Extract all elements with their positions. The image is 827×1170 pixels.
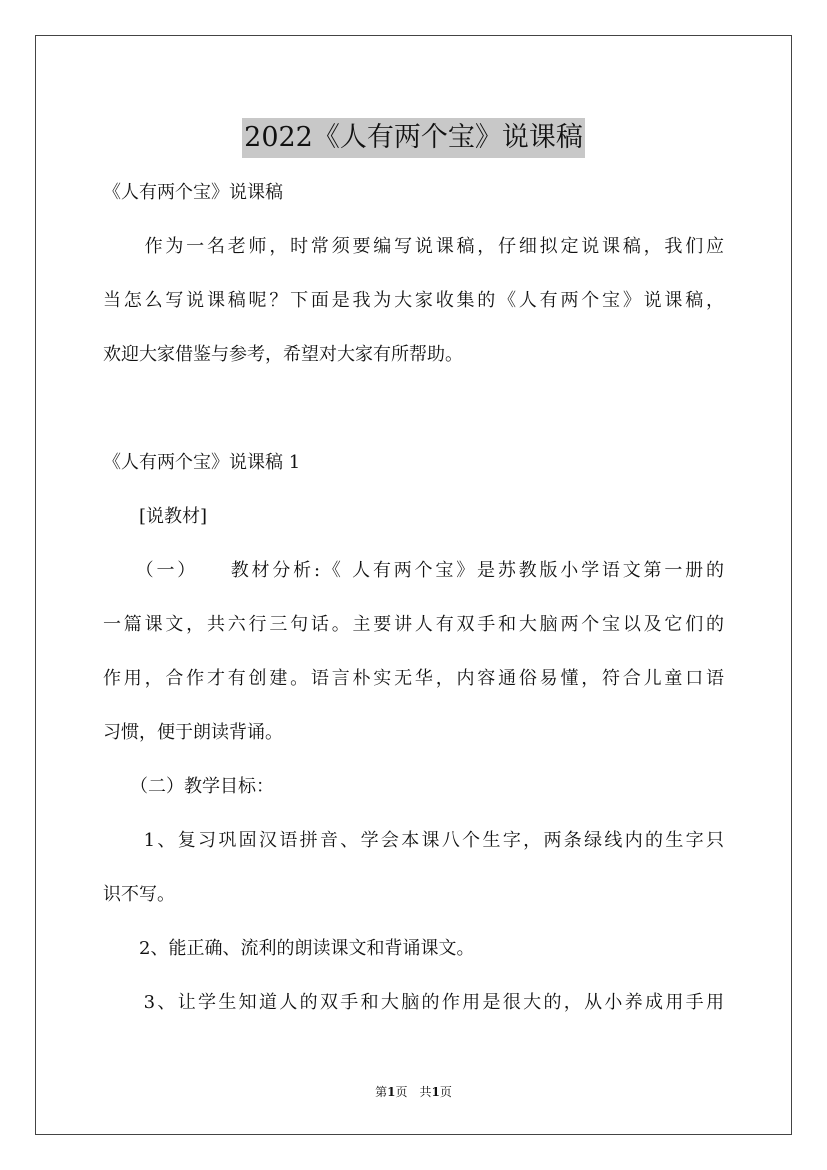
document-title: 2022《人有两个宝》说课稿 (242, 118, 585, 158)
page-suffix: 页 (439, 1085, 452, 1099)
body-line-1: 作为一名老师，时常须要编写说课稿，仔细拟定说课稿，我们应 (103, 236, 724, 257)
page-total: 1 (431, 1085, 440, 1099)
body-line-11: 1、复习巩固汉语拼音、学会本课八个生字，两条绿线内的生字只 (103, 830, 724, 851)
title-container (0, 100, 827, 176)
body-line-3: 欢迎大家借鉴与参考，希望对大家有所帮助。 (103, 344, 463, 365)
body-line-7: 一篇课文，共六行三句话。主要讲人有双手和大脑两个宝以及它们的 (103, 614, 724, 635)
page-current: 1 (387, 1085, 396, 1099)
body-line-6: （一） 教材分析:《 人有两个宝》是苏教版小学语文第一册的 (103, 560, 724, 581)
body-line-13: 2、能正确、流利的朗读课文和背诵课文。 (103, 938, 475, 959)
subtitle-line: 《人有两个宝》说课稿 (103, 182, 283, 203)
body-line-10: （二）教学目标： (103, 776, 274, 797)
section-heading: 《人有两个宝》说课稿 1 (103, 452, 301, 473)
page-prefix: 第 (375, 1085, 388, 1099)
body-line-8: 作用，合作才有创建。语言朴实无华，内容通俗易懂，符合儿童口语 (103, 668, 724, 689)
page-mid: 页 共 (395, 1085, 432, 1099)
body-line-14: 3、让学生知道人的双手和大脑的作用是很大的，从小养成用手用 (103, 992, 724, 1013)
subsection-heading: [说教材] (103, 506, 208, 527)
page-footer (0, 1084, 827, 1100)
body-line-9: 习惯，便于朗读背诵。 (103, 722, 283, 743)
body-line-2: 当怎么写说课稿呢？下面是我为大家收集的《人有两个宝》说课稿， (103, 290, 724, 311)
body-line-12: 识不写。 (103, 884, 175, 905)
